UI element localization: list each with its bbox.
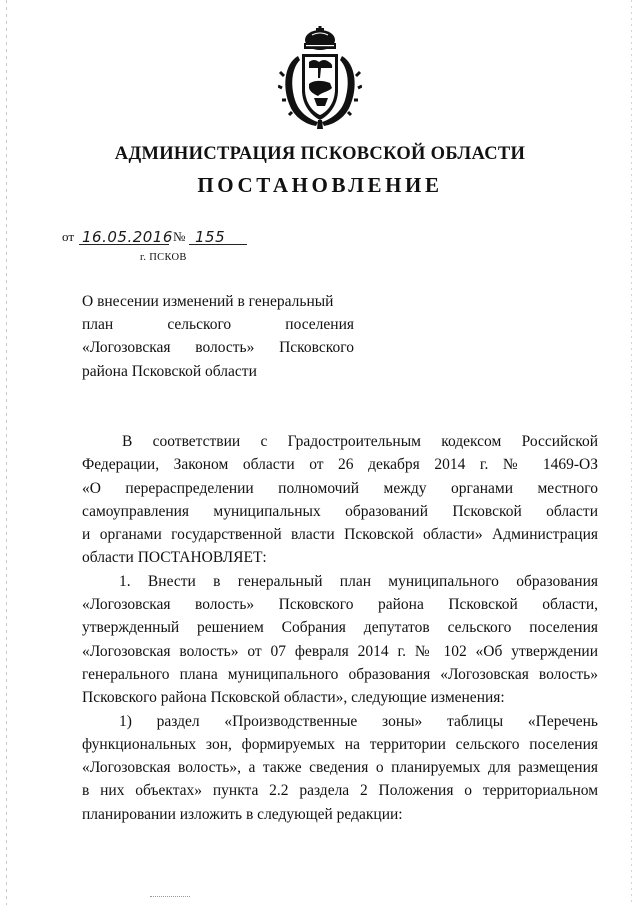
body-line: «Логозовская волость» Псковского района Псковской области, [82, 596, 598, 614]
scan-artifact [150, 896, 190, 901]
body-line: в них объектах» пункта 2.2 раздела 2 Положения о территориальном [82, 782, 598, 800]
body-line: самоуправления муниципальных образований Псковской области [82, 502, 598, 520]
scan-edge-left [6, 0, 7, 905]
document-subject [82, 290, 354, 383]
number-label: № [173, 229, 186, 244]
body-line: генерального плана муниципального образования «Логозовская волость» [82, 665, 598, 683]
body-line: 1. Внести в генеральный план муниципального образования [119, 572, 598, 590]
body-line: 1) раздел «Производственные зоны» таблицы «Перечень [119, 712, 598, 730]
body-line: планировании изложить в следующей редакции: [82, 805, 403, 823]
body-line: области ПОСТАНОВЛЯЕТ: [82, 549, 267, 567]
city-label: г. ПСКОВ [140, 252, 187, 263]
subject-line: О внесении изменений в генеральный [82, 293, 334, 310]
organization-title: АДМИНИСТРАЦИЯ ПСКОВСКОЙ ОБЛАСТИ [114, 144, 526, 164]
document-type-title: ПОСТАНОВЛЕНИЕ [197, 173, 443, 197]
body-line: «О перераспределении полномочий между органами местного [82, 479, 598, 497]
date-number-line [62, 225, 252, 247]
subject-line: план сельского поселения [82, 316, 354, 334]
pskov-coat-of-arms-icon [278, 26, 362, 130]
body-line: Федерации, Законом области от 26 декабря 2014 г. № 1469-ОЗ [82, 456, 598, 474]
body-line: функциональных зон, формируемых на территории сельского поселения [82, 735, 598, 753]
handwritten-date: 16.05.2016 [82, 228, 173, 246]
scan-edge-right [631, 0, 632, 905]
body-line: и органами государственной власти Псковской области» Администрация [82, 526, 598, 544]
body-line: «Логозовская волость» от 07 февраля 2014 г. № 102 «Об утверждении [82, 642, 598, 660]
body-line: «Логозовская волость», а также сведения о планируемых для размещения [82, 759, 598, 777]
body-line: В соответствии с Градостроительным кодексом Российской [122, 433, 598, 450]
subject-line: района Псковской области [82, 362, 257, 380]
subject-line: «Логозовская волость» Псковского [82, 339, 354, 357]
body-line: утвержденный решением Собрания депутатов сельского поселения [82, 619, 598, 637]
handwritten-number: 155 [195, 228, 226, 246]
document-body [82, 430, 598, 826]
body-line: Псковского района Псковской области», следующие изменения: [82, 689, 505, 707]
date-from-label: от [62, 229, 75, 244]
